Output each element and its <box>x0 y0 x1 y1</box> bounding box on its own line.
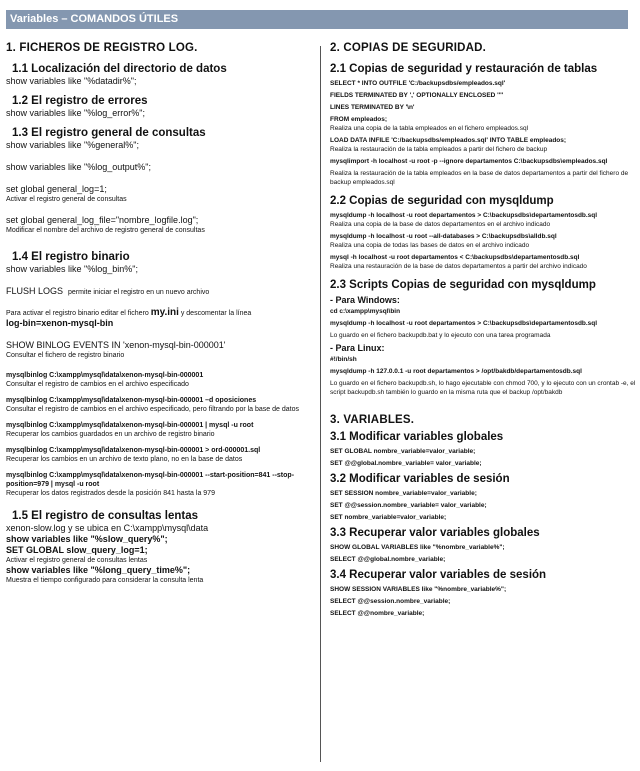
section-1-5-heading: 1.5 El registro de consultas lentas <box>12 510 198 522</box>
binary-log-note-b: y descomentar la línea <box>178 310 252 317</box>
section-2-heading: 2. COPIAS DE SEGURIDAD. <box>330 42 487 54</box>
column-divider <box>320 46 321 762</box>
general-log-command: set global general_log=1; <box>6 184 107 194</box>
mysqlbinlog-3-note: Recuperar los cambios guardados en un archivo de registro binario <box>6 431 215 438</box>
outfile-line-4: FROM empleados; <box>330 116 388 123</box>
outfile-line-3: LINES TERMINATED BY '\n' <box>330 104 415 111</box>
section-2-1-heading: 2.1 Copias de seguridad y restauración de tablas <box>330 63 598 75</box>
set-global-at-command: SET @@global.nombre_variable= valor_variable; <box>330 460 482 467</box>
long-query-time-note: Muestra el tiempo configurado para considerar la consulta lenta <box>6 577 204 584</box>
flush-logs-line <box>6 286 316 297</box>
mysqlbinlog-1-command: mysqlbinlog C:\xampp\mysql\data\xenon-mysql-bin-000001 <box>6 372 204 379</box>
show-binlog-note: Consultar el fichero de registro binario <box>6 352 125 359</box>
load-data-note: Realiza la restauración de la tabla empleados a partir del fichero de backup <box>330 146 548 153</box>
general-command: show variables like "%general%"; <box>6 140 139 150</box>
flush-logs-note: permite iniciar el registro en un nuevo archivo <box>68 289 210 296</box>
log-bin-command: show variables like "%log_bin%"; <box>6 264 138 274</box>
linux-subheading: - Para Linux: <box>330 343 385 353</box>
left-column <box>6 42 316 585</box>
windows-cd-command: cd c:\xampp\mysql\bin <box>330 308 401 315</box>
slow-query-command: show variables like "%slow_query%"; <box>6 534 168 544</box>
section-1-1-heading: 1.1 Localización del directorio de datos <box>12 63 227 75</box>
set-session-at-command: SET @@session.nombre_variable= valor_variable; <box>330 502 487 509</box>
set-session-command: SET SESSION nombre_variable=valor_variable; <box>330 490 477 497</box>
linux-note: Lo guardo en el fichero backupdb.sh, lo hago ejecutable con chmod 700, y lo ejecuto con un crontab -e, el script backupdb.sh también lo guardo en la misma ruta que el backup /opt/bakdb <box>330 380 636 396</box>
windows-dump-command: mysqldump -h localhost -u root departamentos > C:\backupsdbs\departamentosdb.sql <box>330 320 598 327</box>
windows-subheading: - Para Windows: <box>330 295 400 305</box>
mysql-restore-command: mysql -h localhost -u root departamentos < C:\backupsdbs\departamentosdb.sql <box>330 254 580 261</box>
my-ini-filename: my.ini <box>150 307 179 318</box>
mysqlbinlog-2-note: Consultar el registro de cambios en el archivo especificado, pero filtrando por la base de datos <box>6 406 299 413</box>
load-data-command: LOAD DATA INFILE 'C:/backupsdbs/empleados.sql' INTO TABLE empleados; <box>330 137 567 144</box>
mysqlbinlog-5-command: mysqlbinlog C:\xampp\mysql\data\xenon-mysql-bin-000001 --start-position=841 --stop-position=979 | mysql -u root <box>6 472 295 488</box>
show-session-variables-command: SHOW SESSION VARIABLES like "%nombre_variable%"; <box>330 586 507 593</box>
binary-log-instructions <box>6 308 316 318</box>
mysqldump-2-command: mysqldump -h localhost -u root --all-databases > C:\backupsdbs\alldb.sql <box>330 233 557 240</box>
slow-log-location: xenon-slow.log y se ubica en C:\xampp\mysql\data <box>6 523 209 533</box>
document-banner: Variables – COMANDOS ÚTILES <box>6 10 628 29</box>
flush-logs-command: FLUSH LOGS <box>6 286 64 296</box>
section-2-2-heading: 2.2 Copias de seguridad con mysqldump <box>330 195 554 207</box>
mysqldump-1-command: mysqldump -h localhost -u root departamentos > C:\backupsdbs\departamentosdb.sql <box>330 212 598 219</box>
mysql-restore-note: Realiza una restauración de la base de datos departamentos a partir del archivo indicado <box>330 263 587 270</box>
section-3-heading: 3. VARIABLES. <box>330 414 415 426</box>
slow-query-log-note: Activar el registro general de consultas lentas <box>6 557 148 564</box>
section-1-heading: 1. FICHEROS DE REGISTRO LOG. <box>6 42 198 54</box>
long-query-time-command: show variables like "%long_query_time%"; <box>6 565 191 575</box>
section-1-4-heading: 1.4 El registro binario <box>12 251 130 263</box>
right-column <box>330 42 636 618</box>
mysqlimport-note: Realiza la restauración de la tabla empleados en la base de datos departamentos a partir del fichero de backup empleados.sql <box>330 170 629 186</box>
mysqlbinlog-4-note: Recuperar los cambios en un archivo de texto plano, no en la base de datos <box>6 456 243 463</box>
select-session-command: SELECT @@session.nombre_variable; <box>330 598 451 605</box>
mysqlbinlog-3-command: mysqlbinlog C:\xampp\mysql\data\xenon-mysql-bin-000001 | mysql -u root <box>6 422 254 429</box>
mysqldump-2-note: Realiza una copia de todas las bases de datos en el archivo indicado <box>330 242 530 249</box>
outfile-line-2: FIELDS TERMINATED BY ',' OPTIONALLY ENCLOSED '"' <box>330 92 504 99</box>
linux-shebang: #!/bin/sh <box>330 356 357 363</box>
section-3-3-heading: 3.3 Recuperar valor variables globales <box>330 527 540 539</box>
linux-dump-command: mysqldump -h 127.0.0.1 -u root departamentos > /opt/bakdb/departamentosdb.sql <box>330 368 582 375</box>
outfile-line-1: SELECT * INTO OUTFILE 'C:/backupsdbs/empleados.sql' <box>330 80 506 87</box>
binary-log-note-a: Para activar el registro binario editar el fichero <box>6 310 151 317</box>
outfile-note: Realiza una copia de la tabla empleados en el fichero empleados.sql <box>330 125 529 132</box>
general-log-file-command: set global general_log_file="nombre_logfile.log"; <box>6 215 199 225</box>
section-1-3-heading: 1.3 El registro general de consultas <box>12 127 206 139</box>
show-binlog-command: SHOW BINLOG EVENTS IN 'xenon-mysql-bin-000001' <box>6 340 226 350</box>
mysqlbinlog-4-command: mysqlbinlog C:\xampp\mysql\data\xenon-mysql-bin-000001 > ord-000001.sql <box>6 447 261 454</box>
section-3-1-heading: 3.1 Modificar variables globales <box>330 431 504 443</box>
log-error-command: show variables like "%log_error%"; <box>6 108 145 118</box>
log-bin-line: log-bin=xenon-mysql-bin <box>6 318 114 328</box>
section-2-3-heading: 2.3 Scripts Copias de seguridad con mysqldump <box>330 279 596 291</box>
general-log-file-note: Modificar el nombre del archivo de registro general de consultas <box>6 227 205 234</box>
section-1-2-heading: 1.2 El registro de errores <box>12 95 148 107</box>
general-log-note: Activar el registro general de consultas <box>6 196 127 203</box>
slow-query-log-command: SET GLOBAL slow_query_log=1; <box>6 545 148 555</box>
mysqlbinlog-5-note: Recuperar los datos registrados desde la posición 841 hasta la 979 <box>6 490 215 497</box>
set-global-command: SET GLOBAL nombre_variable=valor_variable; <box>330 448 476 455</box>
select-global-command: SELECT @@global.nombre_variable; <box>330 556 446 563</box>
section-3-4-heading: 3.4 Recuperar valor variables de sesión <box>330 569 547 581</box>
mysqlbinlog-1-note: Consultar el registro de cambios en el archivo especificado <box>6 381 189 388</box>
mysqlbinlog-2-command: mysqlbinlog C:\xampp\mysql\data\xenon-mysql-bin-000001 –d oposiciones <box>6 397 257 404</box>
windows-note: Lo guardo en el fichero backupdb.bat y lo ejecuto con una tarea programada <box>330 332 551 339</box>
log-output-command: show variables like "%log_output%"; <box>6 162 151 172</box>
show-global-variables-command: SHOW GLOBAL VARIABLES like "%nombre_variable%"; <box>330 544 505 551</box>
mysqldump-1-note: Realiza una copia de la base de datos departamentos en el archivo indicado <box>330 221 551 228</box>
mysqlimport-command: mysqlimport -h localhost -u root -p --ignore departamentos C:\backupsdbs\empleados.sql <box>330 158 608 165</box>
datadir-command: show variables like "%datadir%"; <box>6 76 137 86</box>
section-3-2-heading: 3.2 Modificar variables de sesión <box>330 473 510 485</box>
set-variable-command: SET nombre_variable=valor_variable; <box>330 514 447 521</box>
select-variable-command: SELECT @@nombre_variable; <box>330 610 425 617</box>
